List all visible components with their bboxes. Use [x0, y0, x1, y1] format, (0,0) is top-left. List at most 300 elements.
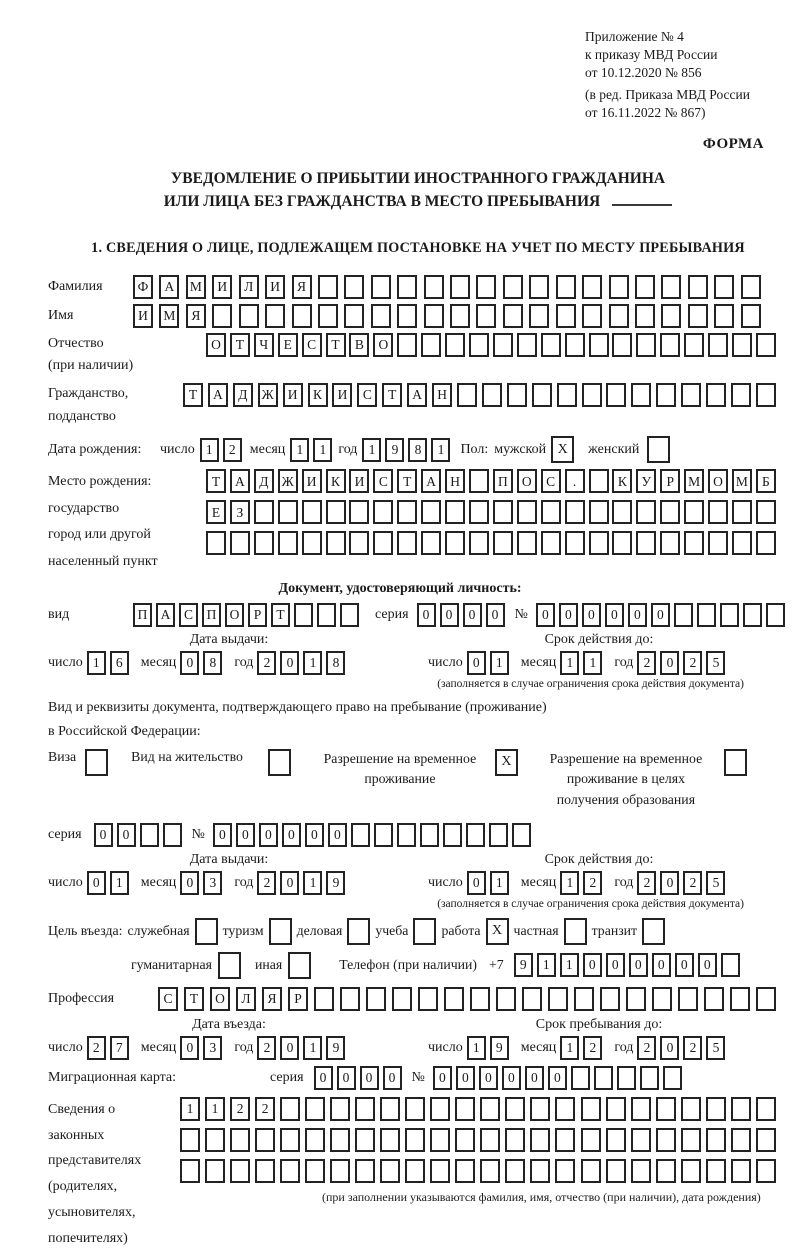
form-cell[interactable] [656, 383, 676, 407]
form-cell[interactable]: Т [230, 333, 250, 357]
purpose-tourism-checkbox[interactable] [269, 918, 292, 945]
form-cell[interactable]: 0 [660, 651, 679, 675]
form-cell[interactable] [349, 500, 369, 524]
form-cell[interactable] [589, 500, 609, 524]
form-cell[interactable] [493, 333, 513, 357]
form-cell[interactable]: 2 [257, 871, 276, 895]
birth-day-cells[interactable] [200, 438, 242, 462]
stay-year-cells[interactable] [637, 1036, 725, 1060]
form-cell[interactable] [507, 383, 527, 407]
form-cell[interactable] [318, 275, 338, 299]
form-cell[interactable] [660, 500, 680, 524]
form-cell[interactable]: П [493, 469, 513, 493]
form-cell[interactable] [397, 304, 417, 328]
form-cell[interactable] [355, 1128, 375, 1152]
form-cell[interactable] [743, 603, 762, 627]
form-cell[interactable]: К [308, 383, 328, 407]
form-cell[interactable] [606, 383, 626, 407]
form-cell[interactable] [631, 1128, 651, 1152]
form-cell[interactable] [163, 823, 182, 847]
form-cell[interactable]: 0 [433, 1066, 452, 1090]
form-cell[interactable] [661, 304, 681, 328]
purpose-other-checkbox[interactable] [288, 952, 311, 979]
doc-type-cells[interactable] [133, 603, 359, 627]
form-cell[interactable]: Я [292, 275, 312, 299]
form-cell[interactable]: О [225, 603, 244, 627]
form-cell[interactable]: 0 [628, 603, 647, 627]
form-cell[interactable] [445, 531, 465, 555]
form-cell[interactable] [355, 1159, 375, 1183]
form-cell[interactable] [424, 275, 444, 299]
birth-year-cells[interactable] [362, 438, 450, 462]
form-cell[interactable] [397, 500, 417, 524]
form-cell[interactable]: С [541, 469, 561, 493]
form-cell[interactable]: И [212, 275, 232, 299]
form-cell[interactable]: А [156, 603, 175, 627]
form-cell[interactable] [470, 987, 490, 1011]
form-cell[interactable] [280, 1097, 300, 1121]
form-cell[interactable] [529, 304, 549, 328]
form-cell[interactable] [708, 500, 728, 524]
form-cell[interactable]: З [230, 500, 250, 524]
form-cell[interactable] [730, 987, 750, 1011]
form-cell[interactable] [280, 1128, 300, 1152]
form-cell[interactable]: К [326, 469, 346, 493]
form-cell[interactable]: 1 [303, 1036, 322, 1060]
form-cell[interactable] [741, 304, 761, 328]
form-cell[interactable]: К [612, 469, 632, 493]
form-cell[interactable] [582, 383, 602, 407]
form-cell[interactable] [397, 531, 417, 555]
doc-number-cells[interactable] [536, 603, 785, 627]
form-cell[interactable] [371, 304, 391, 328]
form-cell[interactable] [731, 1159, 751, 1183]
form-cell[interactable] [503, 304, 523, 328]
form-cell[interactable]: 0 [548, 1066, 567, 1090]
form-cell[interactable] [661, 275, 681, 299]
residence-permit-checkbox[interactable] [268, 749, 291, 776]
form-cell[interactable] [457, 383, 477, 407]
form-cell[interactable]: Н [445, 469, 465, 493]
birthplace-row3[interactable] [206, 531, 776, 555]
residence-series-cells[interactable] [94, 823, 182, 847]
form-cell[interactable] [635, 275, 655, 299]
form-cell[interactable] [609, 304, 629, 328]
form-cell[interactable] [380, 1097, 400, 1121]
male-checkbox[interactable] [551, 436, 574, 463]
form-cell[interactable] [663, 1066, 682, 1090]
form-cell[interactable] [374, 823, 393, 847]
form-cell[interactable] [493, 500, 513, 524]
form-cell[interactable]: 6 [110, 651, 129, 675]
form-cell[interactable]: А [407, 383, 427, 407]
form-cell[interactable] [445, 500, 465, 524]
form-cell[interactable] [565, 531, 585, 555]
form-cell[interactable] [706, 1128, 726, 1152]
form-cell[interactable]: И [332, 383, 352, 407]
form-cell[interactable] [530, 1128, 550, 1152]
form-cell[interactable]: 0 [87, 871, 106, 895]
form-cell[interactable]: 2 [223, 438, 242, 462]
form-cell[interactable]: 5 [706, 651, 725, 675]
form-cell[interactable]: А [421, 469, 441, 493]
form-cell[interactable]: 0 [417, 603, 436, 627]
form-cell[interactable] [541, 333, 561, 357]
form-cell[interactable] [612, 333, 632, 357]
form-cell[interactable]: 2 [257, 651, 276, 675]
form-cell[interactable] [254, 500, 274, 524]
form-cell[interactable] [493, 531, 513, 555]
form-cell[interactable]: 9 [326, 1036, 345, 1060]
form-cell[interactable] [505, 1128, 525, 1152]
form-cell[interactable]: И [349, 469, 369, 493]
form-cell[interactable] [140, 823, 159, 847]
form-cell[interactable] [347, 918, 370, 945]
form-cell[interactable]: Т [183, 383, 203, 407]
phone-cells[interactable] [514, 953, 740, 977]
form-cell[interactable] [505, 1097, 525, 1121]
form-cell[interactable]: 1 [110, 871, 129, 895]
form-cell[interactable] [366, 987, 386, 1011]
form-cell[interactable] [517, 333, 537, 357]
form-cell[interactable] [681, 1097, 701, 1121]
form-cell[interactable]: 1 [205, 1097, 225, 1121]
form-cell[interactable] [656, 1159, 676, 1183]
form-cell[interactable]: 0 [213, 823, 232, 847]
form-cell[interactable] [317, 603, 336, 627]
form-cell[interactable] [469, 500, 489, 524]
form-cell[interactable] [469, 531, 489, 555]
form-cell[interactable] [574, 987, 594, 1011]
form-cell[interactable]: 0 [305, 823, 324, 847]
form-cell[interactable]: О [206, 333, 226, 357]
form-cell[interactable] [684, 500, 704, 524]
form-cell[interactable] [642, 918, 665, 945]
form-cell[interactable] [612, 531, 632, 555]
form-cell[interactable] [589, 531, 609, 555]
doc-series-cells[interactable] [417, 603, 505, 627]
form-cell[interactable] [517, 500, 537, 524]
form-cell[interactable]: X [486, 918, 509, 945]
female-checkbox[interactable] [647, 436, 670, 463]
temp-permit-checkbox[interactable] [495, 749, 518, 776]
form-cell[interactable] [512, 823, 531, 847]
form-cell[interactable]: 1 [290, 438, 309, 462]
form-cell[interactable] [326, 531, 346, 555]
form-cell[interactable]: 0 [314, 1066, 333, 1090]
form-cell[interactable] [704, 987, 724, 1011]
form-cell[interactable] [766, 603, 785, 627]
form-cell[interactable]: X [495, 749, 518, 776]
form-cell[interactable]: 0 [583, 953, 602, 977]
form-cell[interactable] [555, 1128, 575, 1152]
form-cell[interactable] [684, 531, 704, 555]
form-cell[interactable] [418, 987, 438, 1011]
form-cell[interactable]: 0 [360, 1066, 379, 1090]
form-cell[interactable] [450, 304, 470, 328]
form-cell[interactable]: 9 [326, 871, 345, 895]
form-cell[interactable]: 0 [259, 823, 278, 847]
form-cell[interactable] [708, 531, 728, 555]
form-cell[interactable] [268, 749, 291, 776]
form-cell[interactable] [556, 304, 576, 328]
form-cell[interactable] [314, 987, 334, 1011]
form-cell[interactable] [756, 1159, 776, 1183]
form-cell[interactable] [708, 333, 728, 357]
form-cell[interactable]: Я [186, 304, 206, 328]
form-cell[interactable]: 1 [362, 438, 381, 462]
form-cell[interactable]: 3 [203, 871, 222, 895]
form-cell[interactable] [706, 1159, 726, 1183]
form-cell[interactable] [482, 383, 502, 407]
form-cell[interactable]: 1 [303, 651, 322, 675]
form-cell[interactable] [555, 1097, 575, 1121]
birthplace-row1[interactable] [206, 469, 776, 493]
form-cell[interactable] [443, 823, 462, 847]
form-cell[interactable] [636, 531, 656, 555]
form-cell[interactable]: 9 [490, 1036, 509, 1060]
form-cell[interactable] [302, 531, 322, 555]
form-cell[interactable] [606, 1159, 626, 1183]
form-cell[interactable]: Ч [254, 333, 274, 357]
form-cell[interactable]: 0 [606, 953, 625, 977]
form-cell[interactable]: 0 [698, 953, 717, 977]
form-cell[interactable]: 0 [467, 651, 486, 675]
form-cell[interactable]: 0 [180, 871, 199, 895]
form-cell[interactable] [180, 1159, 200, 1183]
stay-month-cells[interactable] [560, 1036, 602, 1060]
form-cell[interactable]: Т [206, 469, 226, 493]
form-cell[interactable]: 2 [257, 1036, 276, 1060]
form-cell[interactable]: 0 [502, 1066, 521, 1090]
form-cell[interactable] [731, 383, 751, 407]
form-cell[interactable] [480, 1128, 500, 1152]
form-cell[interactable] [305, 1097, 325, 1121]
form-cell[interactable] [255, 1128, 275, 1152]
form-cell[interactable]: 1 [560, 953, 579, 977]
form-cell[interactable] [565, 333, 585, 357]
profession-cells[interactable] [158, 987, 776, 1011]
form-cell[interactable]: 3 [203, 1036, 222, 1060]
form-cell[interactable] [430, 1128, 450, 1152]
issue-year-cells[interactable] [257, 651, 345, 675]
form-cell[interactable]: 0 [479, 1066, 498, 1090]
form-cell[interactable] [660, 333, 680, 357]
form-cell[interactable] [254, 531, 274, 555]
form-cell[interactable]: 0 [536, 603, 555, 627]
form-cell[interactable]: И [133, 304, 153, 328]
form-cell[interactable] [466, 823, 485, 847]
issue-year-cells[interactable] [257, 871, 345, 895]
form-cell[interactable]: 5 [706, 871, 725, 895]
form-cell[interactable] [305, 1159, 325, 1183]
form-cell[interactable]: 0 [486, 603, 505, 627]
form-cell[interactable] [548, 987, 568, 1011]
form-cell[interactable]: X [551, 436, 574, 463]
form-cell[interactable] [541, 500, 561, 524]
form-cell[interactable]: А [208, 383, 228, 407]
form-cell[interactable]: Т [184, 987, 204, 1011]
form-cell[interactable] [571, 1066, 590, 1090]
form-cell[interactable] [617, 1066, 636, 1090]
form-cell[interactable] [430, 1159, 450, 1183]
form-cell[interactable] [732, 531, 752, 555]
form-cell[interactable]: 2 [87, 1036, 106, 1060]
form-cell[interactable] [330, 1159, 350, 1183]
form-cell[interactable]: 0 [180, 651, 199, 675]
form-cell[interactable] [674, 603, 693, 627]
form-cell[interactable]: 0 [280, 651, 299, 675]
form-cell[interactable]: Р [660, 469, 680, 493]
form-cell[interactable]: Н [432, 383, 452, 407]
form-cell[interactable] [302, 500, 322, 524]
form-cell[interactable] [532, 383, 552, 407]
form-cell[interactable]: 0 [651, 603, 670, 627]
form-cell[interactable] [732, 333, 752, 357]
form-cell[interactable]: 2 [683, 871, 702, 895]
form-cell[interactable]: 8 [203, 651, 222, 675]
form-cell[interactable] [684, 333, 704, 357]
purpose-humanitarian-checkbox[interactable] [218, 952, 241, 979]
form-cell[interactable] [582, 304, 602, 328]
form-cell[interactable]: 0 [282, 823, 301, 847]
form-cell[interactable]: И [302, 469, 322, 493]
form-cell[interactable] [212, 304, 232, 328]
form-cell[interactable] [731, 1097, 751, 1121]
form-cell[interactable] [355, 1097, 375, 1121]
form-cell[interactable]: 1 [490, 651, 509, 675]
form-cell[interactable] [405, 1128, 425, 1152]
form-cell[interactable]: . [565, 469, 585, 493]
form-cell[interactable]: 0 [280, 1036, 299, 1060]
form-cell[interactable] [582, 275, 602, 299]
form-cell[interactable]: 0 [559, 603, 578, 627]
form-cell[interactable] [581, 1159, 601, 1183]
form-cell[interactable]: 9 [385, 438, 404, 462]
form-cell[interactable] [445, 333, 465, 357]
form-cell[interactable] [421, 333, 441, 357]
form-cell[interactable]: 1 [431, 438, 450, 462]
form-cell[interactable] [581, 1097, 601, 1121]
form-cell[interactable] [255, 1159, 275, 1183]
form-cell[interactable] [756, 1097, 776, 1121]
form-cell[interactable]: 0 [94, 823, 113, 847]
form-cell[interactable]: Б [756, 469, 776, 493]
form-cell[interactable]: 1 [490, 871, 509, 895]
form-cell[interactable] [688, 304, 708, 328]
form-cell[interactable] [239, 304, 259, 328]
form-cell[interactable]: 0 [180, 1036, 199, 1060]
form-cell[interactable] [678, 987, 698, 1011]
form-cell[interactable]: М [186, 275, 206, 299]
visa-checkbox[interactable] [85, 749, 108, 776]
form-cell[interactable] [455, 1128, 475, 1152]
form-cell[interactable] [397, 333, 417, 357]
form-cell[interactable]: 1 [560, 871, 579, 895]
form-cell[interactable] [230, 1159, 250, 1183]
form-cell[interactable]: В [349, 333, 369, 357]
representatives-row1[interactable] [180, 1097, 776, 1121]
form-cell[interactable]: 0 [582, 603, 601, 627]
purpose-business-checkbox[interactable] [347, 918, 370, 945]
form-cell[interactable]: 0 [236, 823, 255, 847]
form-cell[interactable]: 8 [326, 651, 345, 675]
form-cell[interactable]: О [210, 987, 230, 1011]
form-cell[interactable] [714, 304, 734, 328]
firstname-cells[interactable] [133, 304, 761, 328]
form-cell[interactable]: 5 [706, 1036, 725, 1060]
form-cell[interactable] [230, 1128, 250, 1152]
form-cell[interactable]: Е [206, 500, 226, 524]
form-cell[interactable] [420, 823, 439, 847]
residence-number-cells[interactable] [213, 823, 531, 847]
patronymic-cells[interactable] [206, 333, 776, 357]
form-cell[interactable] [294, 603, 313, 627]
form-cell[interactable]: 2 [255, 1097, 275, 1121]
form-cell[interactable]: 2 [683, 1036, 702, 1060]
form-cell[interactable] [392, 987, 412, 1011]
form-cell[interactable]: Л [239, 275, 259, 299]
migration-number-cells[interactable] [433, 1066, 682, 1090]
form-cell[interactable]: Е [278, 333, 298, 357]
form-cell[interactable] [503, 275, 523, 299]
form-cell[interactable] [522, 987, 542, 1011]
form-cell[interactable]: М [684, 469, 704, 493]
purpose-transit-checkbox[interactable] [642, 918, 665, 945]
issue-month-cells[interactable] [180, 651, 222, 675]
form-cell[interactable] [557, 383, 577, 407]
form-cell[interactable] [344, 275, 364, 299]
form-cell[interactable] [450, 275, 470, 299]
form-cell[interactable] [732, 500, 752, 524]
form-cell[interactable] [612, 500, 632, 524]
form-cell[interactable]: Л [236, 987, 256, 1011]
form-cell[interactable] [373, 500, 393, 524]
form-cell[interactable]: 2 [230, 1097, 250, 1121]
form-cell[interactable] [444, 987, 464, 1011]
form-cell[interactable] [606, 1128, 626, 1152]
form-cell[interactable]: 0 [337, 1066, 356, 1090]
form-cell[interactable] [565, 500, 585, 524]
form-cell[interactable] [280, 1159, 300, 1183]
form-cell[interactable]: 0 [383, 1066, 402, 1090]
issue-day-cells[interactable] [87, 871, 129, 895]
form-cell[interactable] [206, 531, 226, 555]
form-cell[interactable]: 0 [456, 1066, 475, 1090]
birthplace-row2[interactable] [206, 500, 776, 524]
form-cell[interactable]: У [636, 469, 656, 493]
form-cell[interactable]: 0 [675, 953, 694, 977]
expiry-year-cells[interactable] [637, 871, 725, 895]
surname-cells[interactable] [133, 275, 761, 299]
form-cell[interactable]: 1 [560, 1036, 579, 1060]
form-cell[interactable] [371, 275, 391, 299]
form-cell[interactable] [656, 1097, 676, 1121]
form-cell[interactable]: 0 [660, 871, 679, 895]
form-cell[interactable]: О [373, 333, 393, 357]
form-cell[interactable] [397, 275, 417, 299]
form-cell[interactable]: А [230, 469, 250, 493]
expiry-month-cells[interactable] [560, 871, 602, 895]
form-cell[interactable]: 0 [463, 603, 482, 627]
form-cell[interactable]: 1 [180, 1097, 200, 1121]
form-cell[interactable]: 0 [467, 871, 486, 895]
form-cell[interactable]: С [158, 987, 178, 1011]
form-cell[interactable] [505, 1159, 525, 1183]
expiry-year-cells[interactable] [637, 651, 725, 675]
form-cell[interactable]: Д [233, 383, 253, 407]
form-cell[interactable]: 1 [200, 438, 219, 462]
